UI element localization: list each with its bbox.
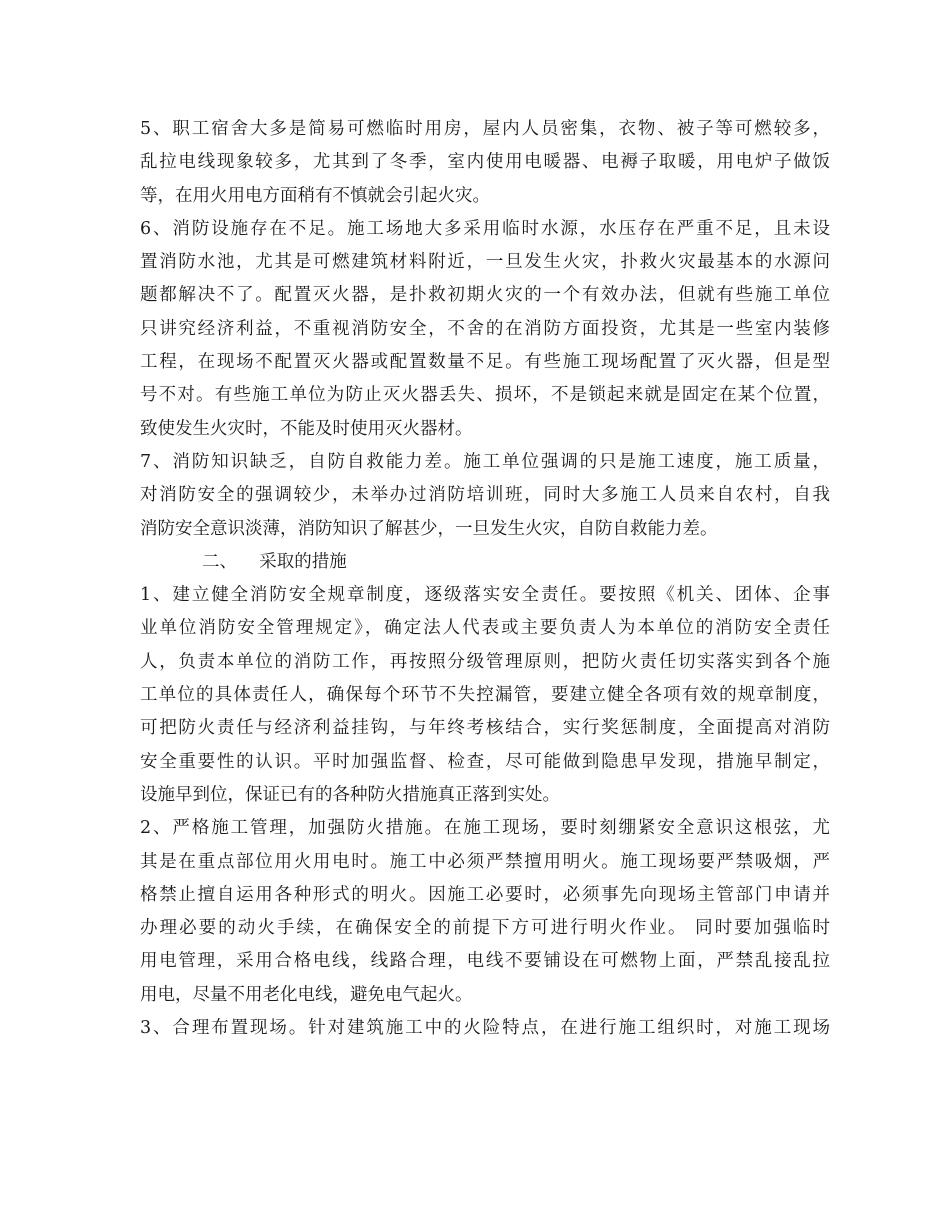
text-line: 只讲究经济利益，不重视消防安全，不舍的在消防方面投资，尤其是一些室内装修 — [140, 318, 830, 339]
text-line: 6、消防设施存在不足。施工场地大多采用临时水源，水压存在严重不足，且未设 — [140, 218, 830, 239]
section-heading: 二、 采取的措施 — [202, 551, 347, 572]
text-line: 乱拉电线现象较多，尤其到了冬季，室内使用电暖器、电褥子取暖，用电炉子做饭 — [140, 152, 830, 173]
text-line: 安全重要性的认识。平时加强监督、检查，尽可能做到隐患早发现，措施早制定， — [140, 751, 830, 772]
text-line: 对消防安全的强调较少，未举办过消防培训班，同时大多施工人员来自农村，自我 — [140, 485, 830, 506]
text-line: 业单位消防安全管理规定》，确定法人代表或主要负责人为本单位的消防安全责任 — [140, 618, 830, 639]
paragraph-group-measures — [140, 579, 830, 1045]
text-line: 致使发生火灾时，不能及时使用灭火器材。 — [140, 418, 473, 439]
text-line: 7、消防知识缺乏，自防自救能力差。施工单位强调的只是施工速度，施工质量， — [140, 451, 830, 472]
text-line: 2、严格施工管理，加强防火措施。在施工现场，要时刻绷紧安全意识这根弦，尤 — [140, 818, 830, 839]
document-body — [140, 113, 830, 1045]
text-line: 题都解决不了。配置灭火器，是扑救初期火灾的一个有效办法，但就有些施工单位 — [140, 285, 830, 306]
text-line: 办理必要的动火手续，在确保安全的前提下方可进行明火作业。 同时要加强临时 — [140, 918, 830, 939]
text-line: 置消防水池，尤其是可燃建筑材料附近，一旦发生火灾，扑救火灾最基本的水源问 — [140, 252, 830, 273]
text-line: 工单位的具体责任人，确保每个环节不失控漏管，要建立健全各项有效的规章制度， — [140, 685, 830, 706]
text-line: 5、职工宿舍大多是简易可燃临时用房，屋内人员密集，衣物、被子等可燃较多， — [140, 119, 830, 139]
text-line: 设施早到位，保证已有的各种防火措施真正落到实处。 — [140, 784, 560, 805]
text-line: 1、建立健全消防安全规章制度，逐级落实安全责任。要按照《机关、团体、企事 — [140, 585, 830, 606]
text-line: 号不对。有些施工单位为防止灭火器丢失、损坏，不是锁起来就是固定在某个位置， — [140, 385, 830, 406]
text-line: 人，负责本单位的消防工作，再按照分级管理原则，把防火责任切实落实到各个施 — [140, 651, 830, 672]
text-line: 格禁止擅自运用各种形式的明火。因施工必要时，必须事先向现场主管部门申请并 — [140, 884, 830, 905]
text-line: 工程，在现场不配置灭火器或配置数量不足。有些施工现场配置了灭火器，但是型 — [140, 352, 830, 373]
text-line: 用电管理，采用合格电线，线路合理，电线不要铺设在可燃物上面，严禁乱接乱拉 — [140, 951, 830, 972]
text-line: 可把防火责任与经济利益挂钩，与年终考核结合，实行奖惩制度，全面提高对消防 — [140, 718, 830, 739]
text-line: 消防安全意识淡薄，消防知识了解甚少，一旦发生火灾，自防自救能力差。 — [140, 518, 718, 539]
text-line: 等，在用火用电方面稍有不慎就会引起火灾。 — [140, 185, 490, 206]
paragraph-group-problems — [140, 113, 830, 546]
text-line: 3、合理布置现场。针对建筑施工中的火险特点，在进行施工组织时，对施工现场 — [140, 1018, 830, 1039]
text-line: 其是在重点部位用火用电时。施工中必须严禁擅用明火。施工现场要严禁吸烟，严 — [140, 851, 830, 872]
text-line: 用电，尽量不用老化电线，避免电气起火。 — [140, 984, 473, 1005]
